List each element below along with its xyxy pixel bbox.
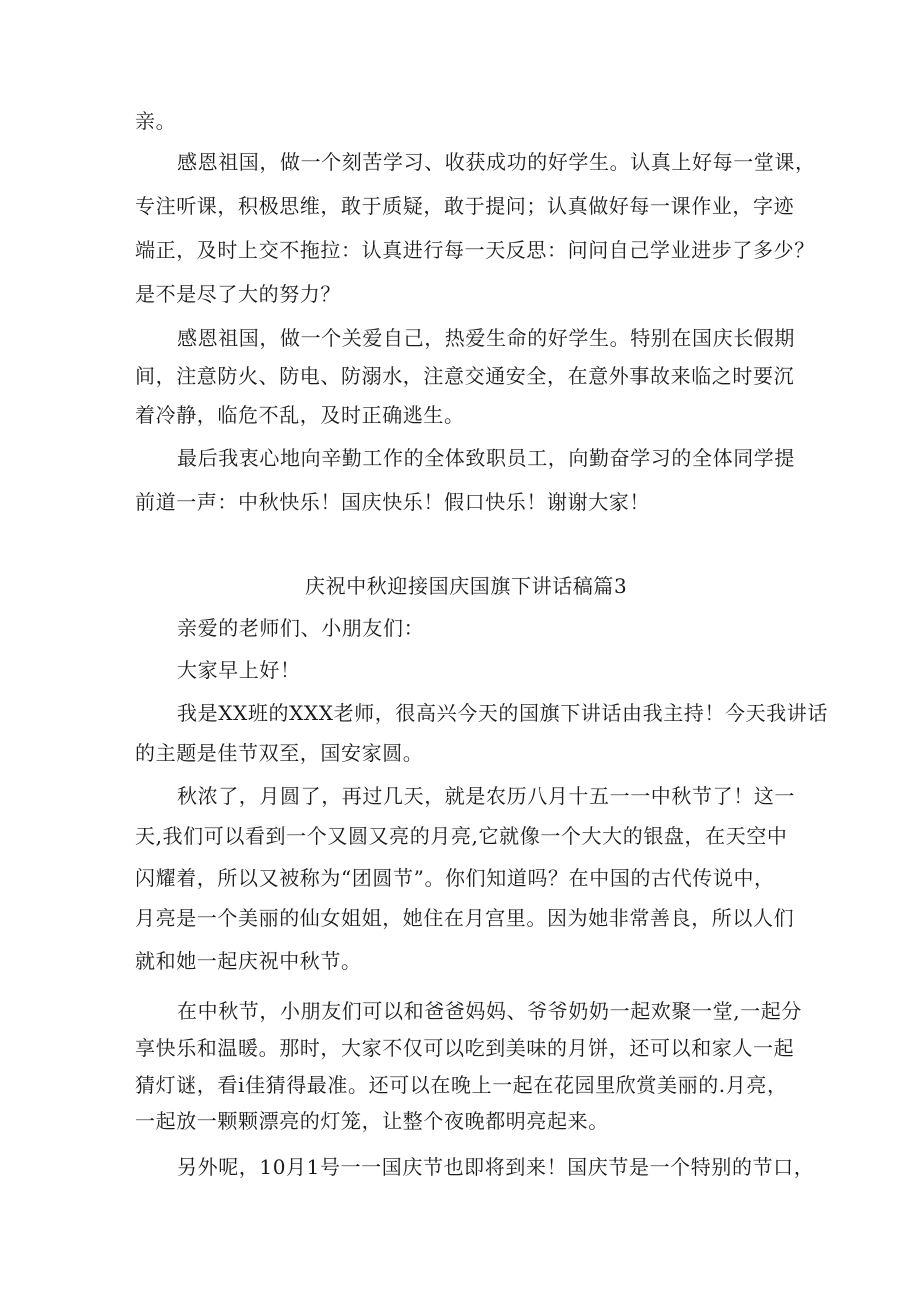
paragraph-text: 最后我衷心地向辛勤工作的全体致职员工，向勤奋学习的全体同学提 (177, 446, 795, 470)
paragraph-text: 前道一声：中秋快乐！国庆快乐！假口快乐！谢谢大家！ (135, 490, 650, 514)
paragraph-text: 着冷静，临危不乱，及时正确逃生。 (135, 403, 465, 427)
paragraph-text: 另外呢，10月1号一一国庆节也即将到来！国庆节是一个特别的节口， (177, 1155, 815, 1179)
section-title-text: 庆祝中秋迎接国庆国旗下讲话稿篇3 (305, 574, 628, 598)
paragraph-text: 享快乐和温暖。那时，大家不仅可以吃到美味的月饼，还可以和家人一起 (135, 1036, 795, 1060)
paragraph-text: 我是XX班的XXX老师，很高兴今天的国旗下讲话由我主持！今天我讲话 (177, 701, 828, 725)
paragraph-text: 端正，及时上交不拖拉：认真进行每一天反思：问问自己学业进步了多少？ (135, 238, 815, 262)
paragraph-text: 感恩祖国，做一个刻苦学习、收获成功的好学生。认真上好每一堂课， (177, 150, 816, 174)
paragraph-text: 是不是尽了大的努力？ (135, 282, 341, 306)
paragraph-text: 一起放一颗颗漂亮的灯笼，让整个夜晚都明亮起来。 (135, 1109, 609, 1133)
paragraph-text: 就和她一起庆祝中秋节。 (135, 949, 362, 973)
paragraph-text: 专注听课，积极思维，敢于质疑，敢于提问；认真做好每一课作业，字迹 (135, 194, 795, 218)
paragraph-text: 间，注意防火、防电、防溺水，注意交通安全，在意外事故来临之时要沉 (135, 364, 795, 388)
paragraph-text: 猜灯谜，看i佳猜得最准。还可以在晚上一起在花园里欣赏美丽的.月亮， (135, 1073, 788, 1097)
paragraph-text: 的主题是佳节双至，国安家圆。 (135, 741, 424, 765)
paragraph-text: 感恩祖国，做一个关爱自己，热爱生命的好学生。特别在国庆长假期 (177, 326, 795, 350)
paragraph-text: 秋浓了，月圆了，再过几天，就是农历八月十五一一中秋节了！这一 (177, 784, 795, 808)
greeting-text: 大家早上好！ (177, 658, 301, 682)
paragraph-text: 天,我们可以看到一个又圆又亮的月亮,它就像一个大大的银盘，在天空中 (135, 824, 788, 848)
paragraph-text: 亲。 (135, 109, 177, 133)
paragraph-text: 月亮是一个美丽的仙女姐姐，她住在月宫里。因为她非常善良，所以人们 (135, 906, 795, 930)
paragraph-text: 在中秋节，小朋友们可以和爸爸妈妈、爷爷奶奶一起欢聚一堂,一起分 (177, 999, 802, 1023)
greeting-text: 亲爱的老师们、小朋友们： (177, 616, 425, 640)
paragraph-text: 闪耀着，所以又被称为“团圆节”。你们知道吗？在中国的古代传说中， (135, 866, 775, 890)
